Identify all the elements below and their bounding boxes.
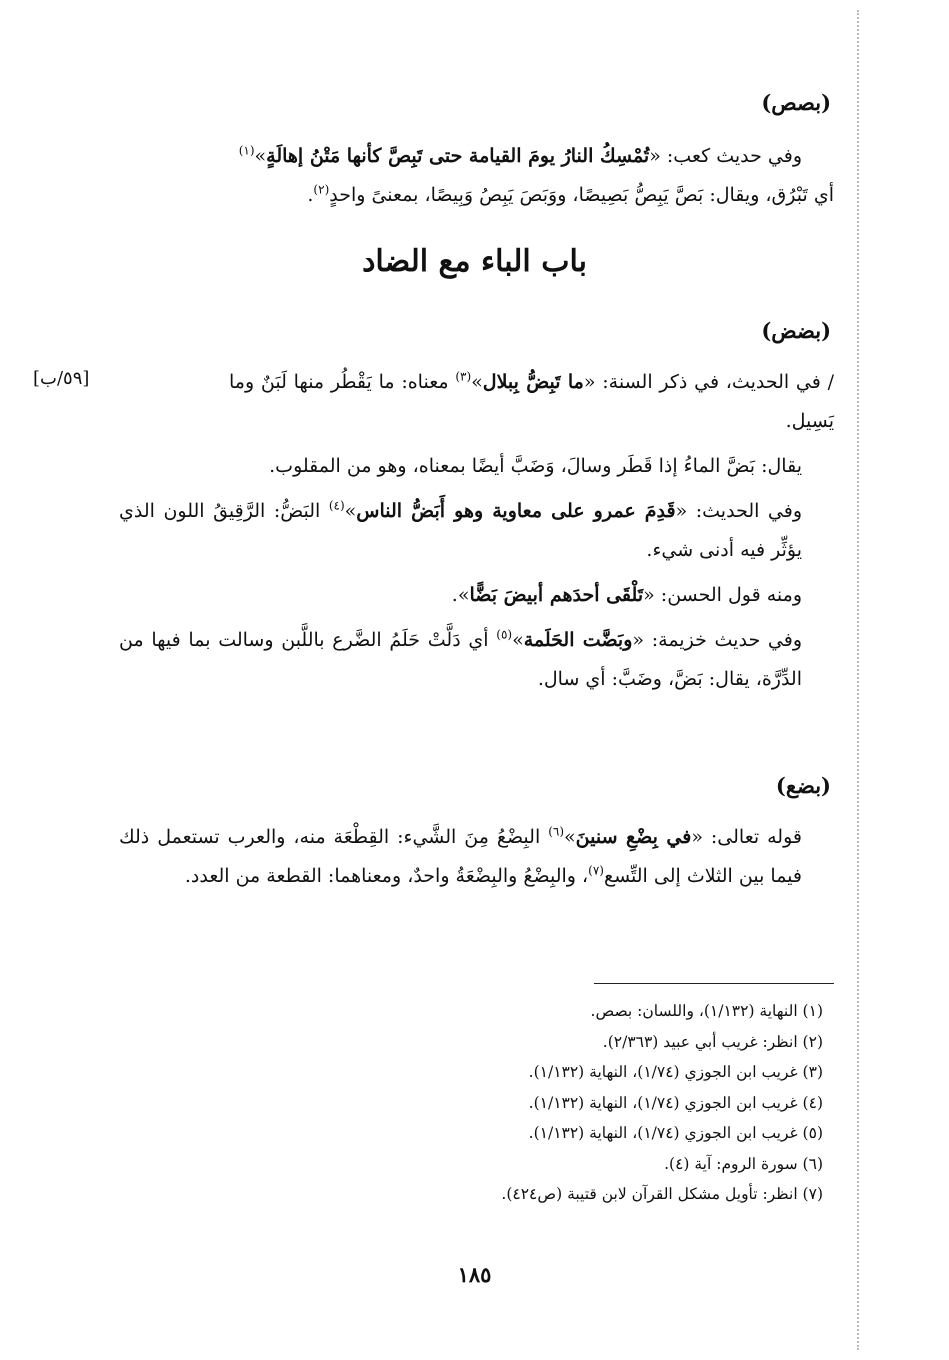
paragraph — [119, 621, 834, 699]
hadith-quote: وبَضَّت الحَلَمة — [523, 629, 633, 651]
text: وفي الحديث: « — [675, 500, 803, 522]
footnotes — [123, 996, 823, 1210]
page-number: ١٨٥ — [457, 1262, 492, 1287]
entry-heading-badad: (بضض) — [761, 318, 831, 343]
paragraph — [119, 447, 834, 486]
paragraph — [119, 176, 834, 215]
hadith-quote: قَدِمَ عمرو على معاوية وهو أَبَضُّ الناس — [356, 500, 676, 522]
text: » — [344, 500, 357, 522]
paragraph — [119, 363, 834, 441]
manuscript-folio-reference: [٥٩/ب] — [33, 368, 90, 389]
hadith-quote: تُمْسِكُ النارُ يومَ القيامة حتى تَبِصَّ كأنها مَتْنُ إهالَةٍ — [266, 145, 650, 167]
entry-bad-body — [119, 818, 834, 896]
footnote-1: (١) النهاية (١/١٣٢)، واللسان: بصص. — [590, 1002, 823, 1020]
footnote-divider — [594, 983, 834, 984]
footnote-2: (٢) انظر: غريب أبي عبيد (٢/٣٦٣). — [602, 1032, 823, 1051]
paragraph — [119, 576, 834, 615]
text: ومنه قول الحسن: « — [643, 584, 802, 606]
quran-quote: في بِضْعِ سنينَ — [575, 826, 692, 848]
entry-heading-bad: (بضع) — [775, 773, 831, 798]
footnote-ref: (٤) — [328, 498, 345, 513]
hadith-quote: ما تَبِضُّ بِبلال — [482, 371, 584, 393]
text: البَضُّ: الرَّقِيقُ اللون الذي يؤثِّر فيه أدنى شيء. — [119, 500, 802, 561]
quote: تَلْقَى أحدَهم أبيضَ بَضًّا — [469, 584, 644, 606]
entry-heading-basas: (بصص) — [761, 90, 831, 115]
chapter-title: باب الباء مع الضاد — [362, 244, 587, 279]
paragraph — [119, 818, 834, 896]
text: . — [307, 184, 314, 206]
footnote-ref: (٦) — [548, 824, 565, 839]
text: قوله تعالى: « — [691, 826, 802, 848]
text: أي دَلَّتْ حَلَمُ الضَّرع باللَّبن وسالت بما فيها من الدِّرَّة، يقال: بَضَّ، وضَبَّ: أي سال. — [119, 629, 802, 690]
text: / في الحديث، في ذكر السنة: « — [583, 371, 835, 393]
text: أي تَبْرُق، ويقال: بَصَّ يَبِصُّ بَصِيصًا، ووَبَصَ يَبِصُ وَبِيصًا، بمعنىً واحدٍ — [329, 184, 834, 206]
paragraph — [119, 492, 834, 570]
text: يقال: بَضَّ الماءُ إذا قَطَر وسالَ، وَضَبَّ أيضًا بمعناه، وهو من المقلوب. — [269, 455, 802, 477]
footnote-4: (٤) غريب ابن الجوزي (١/٧٤)، النهاية (١/١٣٢). — [528, 1093, 823, 1112]
footnote-ref: (١) — [238, 143, 255, 158]
text: معناه: ما يَقْطُر منها لَبَنٌ وما يَسِيل. — [229, 371, 834, 432]
footnote-3: (٣) غريب ابن الجوزي (١/٧٤)، النهاية (١/١٣٢). — [528, 1063, 823, 1081]
text: البِضْعُ مِنَ الشَّيء: القِطْعَة منه، والعرب تستعمل ذلك فيما بين الثلاث إلى التِّسع — [119, 826, 802, 887]
text: » — [471, 371, 483, 393]
footnote-ref: (٢) — [313, 182, 330, 197]
text: » — [564, 826, 576, 848]
footnote-ref: (٣) — [455, 369, 472, 384]
text: وفي حديث خزيمة: « — [632, 629, 802, 651]
entry-badad-body — [119, 363, 834, 699]
footnote-7: (٧) انظر: تأويل مشكل القرآن لابن قتيبة (ص٤٢٤). — [501, 1185, 823, 1203]
text: » — [254, 145, 267, 167]
text: وفي حديث كعب: « — [649, 145, 802, 167]
paragraph — [119, 137, 834, 176]
footnote-6: (٦) سورة الروم: آية (٤). — [664, 1154, 823, 1173]
text: ، والبِضْعُ والبِضْعَةُ واحدٌ، ومعناهما: القطعة من العدد. — [184, 865, 589, 887]
text: » — [512, 629, 524, 651]
footnote-5: (٥) غريب ابن الجوزي (١/٧٤)، النهاية (١/١٣٢). — [528, 1124, 823, 1142]
text: ». — [451, 584, 470, 606]
footnote-ref: (٧) — [588, 863, 604, 878]
entry-basas-body — [119, 137, 834, 215]
scan-dotted-edge — [857, 10, 859, 1350]
footnote-ref: (٥) — [496, 627, 513, 642]
